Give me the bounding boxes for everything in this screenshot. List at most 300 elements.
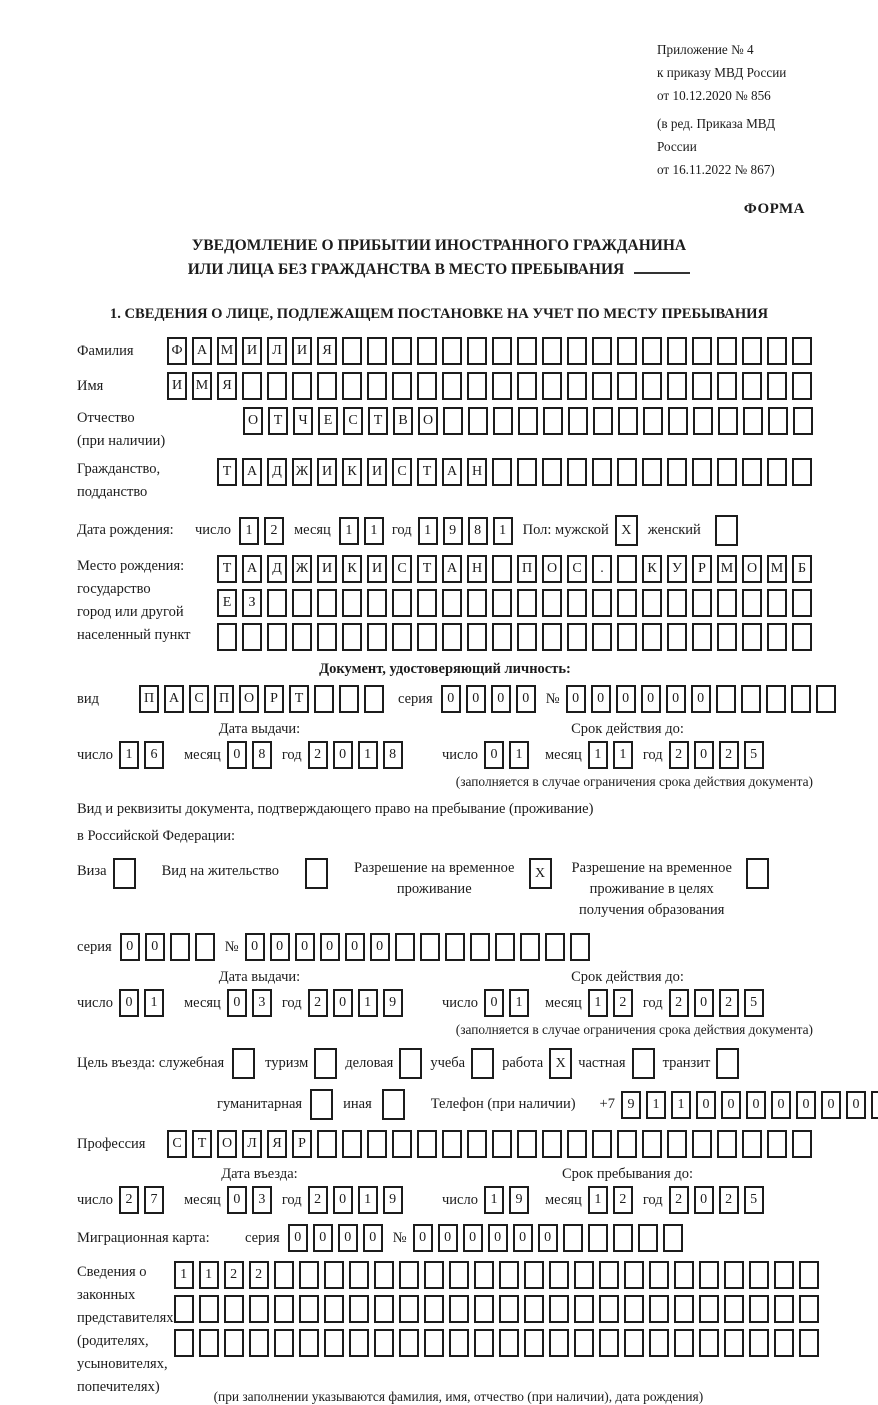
char-box[interactable]: С (189, 685, 209, 713)
char-box[interactable] (699, 1261, 719, 1289)
char-box[interactable]: К (342, 555, 362, 583)
char-box[interactable] (767, 458, 787, 486)
char-box[interactable] (449, 1261, 469, 1289)
name-input-grid[interactable] (167, 372, 812, 400)
birth-year-grid[interactable] (418, 517, 513, 545)
char-box[interactable]: 2 (719, 741, 739, 769)
char-box[interactable]: С (392, 458, 412, 486)
char-box[interactable]: 0 (338, 1224, 358, 1252)
char-box[interactable] (793, 407, 813, 435)
char-box[interactable] (374, 1329, 394, 1357)
char-box[interactable]: И (292, 337, 312, 365)
char-box[interactable] (170, 933, 190, 961)
reps-grid-row1[interactable] (174, 1261, 819, 1289)
char-box[interactable]: О (243, 407, 263, 435)
char-box[interactable]: Т (268, 407, 288, 435)
char-box[interactable]: Я (267, 1130, 287, 1158)
char-box[interactable] (399, 1261, 419, 1289)
char-box[interactable]: И (367, 458, 387, 486)
char-box[interactable] (816, 685, 836, 713)
char-box[interactable] (305, 858, 328, 889)
char-box[interactable] (517, 372, 537, 400)
char-box[interactable] (395, 933, 415, 961)
char-box[interactable] (267, 623, 287, 651)
char-box[interactable] (367, 1130, 387, 1158)
char-box[interactable] (492, 337, 512, 365)
char-box[interactable] (617, 1130, 637, 1158)
char-box[interactable] (267, 372, 287, 400)
char-box[interactable] (299, 1329, 319, 1357)
char-box[interactable] (718, 407, 738, 435)
purpose-transit-checkbox[interactable] (716, 1048, 739, 1079)
char-box[interactable]: 2 (719, 989, 739, 1017)
char-box[interactable] (749, 1329, 769, 1357)
char-box[interactable] (399, 1329, 419, 1357)
char-box[interactable] (417, 1130, 437, 1158)
char-box[interactable] (724, 1295, 744, 1323)
char-box[interactable] (667, 623, 687, 651)
char-box[interactable] (417, 337, 437, 365)
char-box[interactable]: Т (217, 458, 237, 486)
char-box[interactable] (592, 623, 612, 651)
char-box[interactable] (442, 1130, 462, 1158)
char-box[interactable]: 0 (227, 989, 247, 1017)
char-box[interactable] (767, 589, 787, 617)
char-box[interactable]: 0 (484, 989, 504, 1017)
char-box[interactable] (617, 555, 637, 583)
char-box[interactable] (492, 458, 512, 486)
char-box[interactable] (792, 458, 812, 486)
char-box[interactable]: 0 (721, 1091, 741, 1119)
char-box[interactable] (767, 372, 787, 400)
char-box[interactable]: Т (217, 555, 237, 583)
char-box[interactable]: 1 (588, 989, 608, 1017)
char-box[interactable] (417, 623, 437, 651)
purpose-humanitarian-checkbox[interactable] (310, 1089, 333, 1120)
char-box[interactable] (717, 1130, 737, 1158)
char-box[interactable] (317, 623, 337, 651)
char-box[interactable]: 2 (308, 741, 328, 769)
char-box[interactable] (443, 407, 463, 435)
char-box[interactable]: И (317, 458, 337, 486)
char-box[interactable]: 0 (488, 1224, 508, 1252)
char-box[interactable]: 0 (320, 933, 340, 961)
char-box[interactable]: 0 (516, 685, 536, 713)
char-box[interactable]: X (549, 1048, 572, 1079)
char-box[interactable] (663, 1224, 683, 1252)
stay-month-grid[interactable] (588, 1186, 633, 1214)
entry-year-grid[interactable] (308, 1186, 403, 1214)
char-box[interactable] (374, 1261, 394, 1289)
char-box[interactable]: 2 (669, 989, 689, 1017)
char-box[interactable] (667, 1130, 687, 1158)
char-box[interactable] (420, 933, 440, 961)
char-box[interactable]: 1 (484, 1186, 504, 1214)
char-box[interactable]: У (667, 555, 687, 583)
char-box[interactable]: Т (192, 1130, 212, 1158)
char-box[interactable] (699, 1295, 719, 1323)
char-box[interactable] (599, 1329, 619, 1357)
char-box[interactable] (367, 623, 387, 651)
char-box[interactable]: 0 (771, 1091, 791, 1119)
char-box[interactable]: Р (692, 555, 712, 583)
char-box[interactable] (224, 1295, 244, 1323)
char-box[interactable]: П (139, 685, 159, 713)
doc-type-grid[interactable] (139, 685, 384, 713)
char-box[interactable] (399, 1048, 422, 1079)
char-box[interactable] (717, 623, 737, 651)
char-box[interactable] (624, 1329, 644, 1357)
char-box[interactable] (717, 589, 737, 617)
char-box[interactable] (767, 1130, 787, 1158)
char-box[interactable] (717, 337, 737, 365)
char-box[interactable]: И (367, 555, 387, 583)
char-box[interactable] (195, 933, 215, 961)
char-box[interactable]: С (167, 1130, 187, 1158)
char-box[interactable] (642, 458, 662, 486)
char-box[interactable]: Д (267, 458, 287, 486)
char-box[interactable]: 5 (744, 1186, 764, 1214)
char-box[interactable] (749, 1261, 769, 1289)
reps-grid-row2[interactable] (174, 1295, 819, 1323)
char-box[interactable] (542, 372, 562, 400)
char-box[interactable]: О (542, 555, 562, 583)
char-box[interactable] (317, 1130, 337, 1158)
char-box[interactable] (567, 623, 587, 651)
char-box[interactable] (417, 372, 437, 400)
char-box[interactable] (492, 589, 512, 617)
char-box[interactable] (342, 337, 362, 365)
sex-male-checkbox[interactable] (615, 515, 638, 546)
char-box[interactable] (717, 372, 737, 400)
char-box[interactable] (716, 1048, 739, 1079)
char-box[interactable] (574, 1295, 594, 1323)
char-box[interactable]: К (342, 458, 362, 486)
char-box[interactable] (792, 589, 812, 617)
char-box[interactable]: П (214, 685, 234, 713)
char-box[interactable]: Ж (292, 458, 312, 486)
char-box[interactable] (392, 1130, 412, 1158)
char-box[interactable] (467, 1130, 487, 1158)
char-box[interactable]: 1 (613, 741, 633, 769)
visa-checkbox[interactable] (113, 858, 136, 889)
char-box[interactable] (617, 372, 637, 400)
char-box[interactable]: 0 (333, 741, 353, 769)
char-box[interactable]: 0 (666, 685, 686, 713)
sex-female-checkbox[interactable] (715, 515, 738, 546)
char-box[interactable]: 0 (746, 1091, 766, 1119)
permit-valid-day-grid[interactable] (484, 989, 529, 1017)
char-box[interactable]: 0 (119, 989, 139, 1017)
char-box[interactable] (292, 623, 312, 651)
permit-series-grid[interactable] (120, 933, 215, 961)
char-box[interactable] (392, 337, 412, 365)
char-box[interactable] (424, 1329, 444, 1357)
char-box[interactable]: 1 (358, 741, 378, 769)
char-box[interactable] (574, 1261, 594, 1289)
stay-day-grid[interactable] (484, 1186, 529, 1214)
char-box[interactable] (567, 589, 587, 617)
char-box[interactable]: И (242, 337, 262, 365)
char-box[interactable]: 1 (509, 989, 529, 1017)
char-box[interactable]: 2 (308, 1186, 328, 1214)
permit-valid-year-grid[interactable] (669, 989, 764, 1017)
doc-issue-month-grid[interactable] (227, 741, 272, 769)
char-box[interactable] (674, 1261, 694, 1289)
purpose-other-checkbox[interactable] (382, 1089, 405, 1120)
char-box[interactable]: 0 (694, 989, 714, 1017)
char-box[interactable] (445, 933, 465, 961)
char-box[interactable]: 1 (364, 517, 384, 545)
char-box[interactable] (567, 337, 587, 365)
char-box[interactable]: 0 (333, 1186, 353, 1214)
char-box[interactable] (799, 1329, 819, 1357)
char-box[interactable] (467, 589, 487, 617)
char-box[interactable]: 0 (566, 685, 586, 713)
char-box[interactable]: 0 (227, 1186, 247, 1214)
char-box[interactable] (292, 589, 312, 617)
char-box[interactable] (517, 458, 537, 486)
char-box[interactable]: 7 (144, 1186, 164, 1214)
char-box[interactable] (399, 1295, 419, 1323)
char-box[interactable] (392, 372, 412, 400)
char-box[interactable] (766, 685, 786, 713)
char-box[interactable] (749, 1295, 769, 1323)
char-box[interactable]: 0 (295, 933, 315, 961)
doc-issue-day-grid[interactable] (119, 741, 164, 769)
char-box[interactable]: Л (242, 1130, 262, 1158)
char-box[interactable] (649, 1329, 669, 1357)
char-box[interactable]: М (767, 555, 787, 583)
char-box[interactable] (593, 407, 613, 435)
birth-place-grid-row3[interactable] (217, 623, 812, 651)
char-box[interactable] (693, 407, 713, 435)
char-box[interactable]: 1 (493, 517, 513, 545)
char-box[interactable]: Н (467, 555, 487, 583)
char-box[interactable]: Е (217, 589, 237, 617)
char-box[interactable] (599, 1261, 619, 1289)
char-box[interactable] (249, 1295, 269, 1323)
char-box[interactable]: X (529, 858, 552, 889)
purpose-official-checkbox[interactable] (232, 1048, 255, 1079)
char-box[interactable] (499, 1329, 519, 1357)
char-box[interactable] (174, 1329, 194, 1357)
char-box[interactable]: Р (292, 1130, 312, 1158)
char-box[interactable] (692, 337, 712, 365)
char-box[interactable]: Я (317, 337, 337, 365)
char-box[interactable] (274, 1295, 294, 1323)
phone-digits-grid[interactable] (621, 1091, 878, 1119)
char-box[interactable]: Р (264, 685, 284, 713)
char-box[interactable] (624, 1261, 644, 1289)
char-box[interactable] (743, 407, 763, 435)
permit-issue-year-grid[interactable] (308, 989, 403, 1017)
char-box[interactable]: 1 (199, 1261, 219, 1289)
char-box[interactable]: 0 (463, 1224, 483, 1252)
doc-issue-year-grid[interactable] (308, 741, 403, 769)
char-box[interactable]: К (642, 555, 662, 583)
char-box[interactable]: 1 (509, 741, 529, 769)
char-box[interactable] (792, 623, 812, 651)
char-box[interactable] (474, 1295, 494, 1323)
char-box[interactable]: 0 (513, 1224, 533, 1252)
char-box[interactable]: 6 (144, 741, 164, 769)
char-box[interactable] (642, 337, 662, 365)
permit-number-grid[interactable] (245, 933, 590, 961)
char-box[interactable] (467, 337, 487, 365)
birth-place-grid-row1[interactable] (217, 555, 812, 583)
char-box[interactable] (563, 1224, 583, 1252)
char-box[interactable]: М (192, 372, 212, 400)
char-box[interactable] (774, 1261, 794, 1289)
char-box[interactable] (524, 1295, 544, 1323)
char-box[interactable]: 9 (509, 1186, 529, 1214)
char-box[interactable] (467, 372, 487, 400)
char-box[interactable] (599, 1295, 619, 1323)
char-box[interactable] (724, 1261, 744, 1289)
char-box[interactable] (742, 458, 762, 486)
char-box[interactable]: 0 (691, 685, 711, 713)
char-box[interactable]: В (393, 407, 413, 435)
char-box[interactable]: А (242, 458, 262, 486)
char-box[interactable] (342, 372, 362, 400)
char-box[interactable] (199, 1295, 219, 1323)
purpose-study-checkbox[interactable] (471, 1048, 494, 1079)
char-box[interactable] (567, 372, 587, 400)
doc-valid-year-grid[interactable] (669, 741, 764, 769)
char-box[interactable] (392, 623, 412, 651)
char-box[interactable] (417, 589, 437, 617)
char-box[interactable]: 0 (145, 933, 165, 961)
char-box[interactable] (449, 1329, 469, 1357)
char-box[interactable] (570, 933, 590, 961)
char-box[interactable]: Ж (292, 555, 312, 583)
char-box[interactable] (617, 458, 637, 486)
char-box[interactable]: Я (217, 372, 237, 400)
char-box[interactable] (592, 372, 612, 400)
char-box[interactable] (249, 1329, 269, 1357)
char-box[interactable] (624, 1295, 644, 1323)
entry-month-grid[interactable] (227, 1186, 272, 1214)
char-box[interactable] (742, 337, 762, 365)
char-box[interactable]: Т (417, 458, 437, 486)
permit-issue-day-grid[interactable] (119, 989, 164, 1017)
char-box[interactable] (667, 458, 687, 486)
char-box[interactable] (324, 1295, 344, 1323)
char-box[interactable]: 0 (438, 1224, 458, 1252)
char-box[interactable]: 0 (591, 685, 611, 713)
char-box[interactable] (492, 1130, 512, 1158)
char-box[interactable]: 0 (270, 933, 290, 961)
char-box[interactable]: З (242, 589, 262, 617)
char-box[interactable] (342, 1130, 362, 1158)
char-box[interactable] (442, 337, 462, 365)
char-box[interactable]: Л (267, 337, 287, 365)
char-box[interactable] (871, 1091, 878, 1119)
char-box[interactable]: 1 (358, 1186, 378, 1214)
char-box[interactable]: А (442, 458, 462, 486)
char-box[interactable]: 0 (484, 741, 504, 769)
char-box[interactable]: 2 (249, 1261, 269, 1289)
char-box[interactable] (242, 623, 262, 651)
char-box[interactable] (542, 458, 562, 486)
char-box[interactable] (364, 685, 384, 713)
char-box[interactable] (382, 1089, 405, 1120)
char-box[interactable] (324, 1329, 344, 1357)
char-box[interactable] (113, 858, 136, 889)
char-box[interactable] (674, 1329, 694, 1357)
char-box[interactable] (642, 589, 662, 617)
char-box[interactable]: 0 (245, 933, 265, 961)
char-box[interactable] (367, 589, 387, 617)
char-box[interactable]: X (615, 515, 638, 546)
char-box[interactable] (549, 1261, 569, 1289)
residence-permit-checkbox[interactable] (305, 858, 328, 889)
char-box[interactable] (742, 589, 762, 617)
patronymic-input-grid[interactable] (243, 407, 813, 435)
char-box[interactable] (746, 858, 769, 889)
char-box[interactable] (692, 1130, 712, 1158)
char-box[interactable] (715, 515, 738, 546)
temp-residence-edu-checkbox[interactable] (746, 858, 769, 889)
char-box[interactable]: 9 (383, 1186, 403, 1214)
char-box[interactable]: 8 (252, 741, 272, 769)
char-box[interactable] (392, 589, 412, 617)
char-box[interactable] (549, 1329, 569, 1357)
char-box[interactable] (724, 1329, 744, 1357)
char-box[interactable]: 2 (613, 1186, 633, 1214)
char-box[interactable]: 0 (796, 1091, 816, 1119)
char-box[interactable]: 1 (588, 1186, 608, 1214)
stay-year-grid[interactable] (669, 1186, 764, 1214)
char-box[interactable] (524, 1329, 544, 1357)
char-box[interactable]: 0 (313, 1224, 333, 1252)
char-box[interactable] (495, 933, 515, 961)
char-box[interactable] (517, 623, 537, 651)
char-box[interactable] (574, 1329, 594, 1357)
birth-place-grid-row2[interactable] (217, 589, 812, 617)
purpose-work-checkbox[interactable] (549, 1048, 572, 1079)
char-box[interactable] (339, 685, 359, 713)
char-box[interactable] (774, 1329, 794, 1357)
char-box[interactable] (267, 589, 287, 617)
char-box[interactable] (349, 1329, 369, 1357)
char-box[interactable] (568, 407, 588, 435)
char-box[interactable]: И (167, 372, 187, 400)
char-box[interactable] (317, 589, 337, 617)
char-box[interactable] (449, 1295, 469, 1323)
char-box[interactable]: 0 (694, 1186, 714, 1214)
char-box[interactable] (692, 372, 712, 400)
char-box[interactable]: 3 (252, 1186, 272, 1214)
temp-residence-checkbox[interactable] (529, 858, 552, 889)
char-box[interactable] (367, 337, 387, 365)
char-box[interactable] (742, 372, 762, 400)
char-box[interactable]: Д (267, 555, 287, 583)
char-box[interactable] (474, 1261, 494, 1289)
char-box[interactable]: 2 (719, 1186, 739, 1214)
profession-input-grid[interactable] (167, 1130, 812, 1158)
char-box[interactable]: 0 (370, 933, 390, 961)
char-box[interactable]: 2 (613, 989, 633, 1017)
char-box[interactable]: 0 (345, 933, 365, 961)
char-box[interactable]: 1 (174, 1261, 194, 1289)
char-box[interactable] (299, 1261, 319, 1289)
char-box[interactable] (274, 1329, 294, 1357)
char-box[interactable]: 5 (744, 989, 764, 1017)
char-box[interactable] (692, 589, 712, 617)
char-box[interactable] (471, 1048, 494, 1079)
